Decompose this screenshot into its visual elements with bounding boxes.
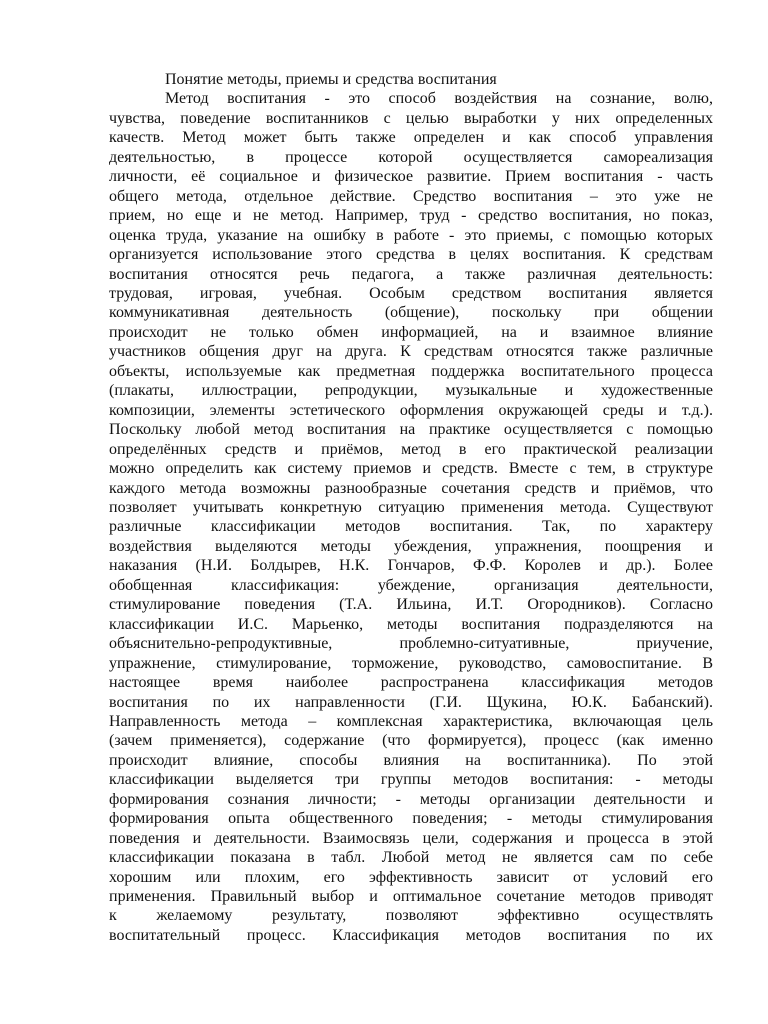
text-line: классификации И.С. Марьенко, методы воспитания подразделяются на: [109, 615, 713, 633]
text-line: трудовая, игровая, учебная. Особым средством воспитания является: [109, 284, 713, 302]
text-line: (плакаты, иллюстрации, репродукции, музыкальные и художественные: [109, 382, 713, 400]
text-line: воспитания по их направленности (Г.И. Щукина, Ю.К. Бабанский).: [109, 693, 713, 711]
text-line: личности, её социальное и физическое развитие. Прием воспитания - часть: [109, 168, 713, 186]
text-line: происходит влияние, способы влияния на воспитанника). По этой: [109, 751, 713, 769]
text-line: Поскольку любой метод воспитания на практике осуществляется с помощью: [109, 421, 713, 439]
text-line: чувства, поведение воспитанников с целью выработки у них определенных: [109, 109, 713, 127]
text-line: настоящее время наиболее распространена классификация методов: [109, 674, 713, 692]
text-line: Метод воспитания - это способ воздействия на сознание, волю,: [165, 90, 713, 108]
text-line: определённых средств и приёмов, метод в его практической реализации: [109, 440, 713, 458]
text-line: общего метода, отдельное действие. Средство воспитания – это уже не: [109, 187, 713, 205]
text-line: воздействия выделяются методы убеждения, упражнения, поощрения и: [109, 537, 713, 555]
text-line: прием, но еще и не метод. Например, труд - средство воспитания, но показ,: [109, 207, 713, 225]
text-line: формирования сознания личности; - методы организации деятельности и: [109, 790, 713, 808]
text-line: оценка труда, указание на ошибку в работе - это приемы, с помощью которых: [109, 226, 713, 244]
text-line: позволяет учитывать конкретную ситуацию применения метода. Существуют: [109, 498, 713, 516]
text-line: воспитательный процесс. Классификация методов воспитания по их: [109, 926, 713, 944]
text-line: применения. Правильный выбор и оптимальное сочетание методов приводят: [109, 888, 713, 906]
text-line: коммуникативная деятельность (общение), поскольку при общении: [109, 304, 713, 322]
text-line: качеств. Метод может быть также определен и как способ управления: [109, 129, 713, 147]
text-line: композиции, элементы эстетического оформления окружающей среды и т.д.).: [109, 401, 713, 419]
text-line: деятельностью, в процессе которой осуществляется самореализация: [109, 148, 713, 166]
document-page: [109, 70, 713, 945]
text-line: можно определить как систему приемов и средств. Вместе с тем, в структуре: [109, 460, 713, 478]
text-line: различные классификации методов воспитания. Так, по характеру: [109, 518, 713, 536]
text-line: классификации выделяется три группы методов воспитания: - методы: [109, 771, 713, 789]
text-line: организуется использование этого средства в целях воспитания. К средствам: [109, 246, 713, 264]
text-line: объекты, используемые как предметная поддержка воспитательного процесса: [109, 362, 713, 380]
text-line: к желаемому результату, позволяют эффективно осуществлять: [109, 907, 713, 925]
text-line: классификации показана в табл. Любой метод не является сам по себе: [109, 849, 713, 867]
text-line: объяснительно-репродуктивные, проблемно-ситуативные, приучение,: [109, 635, 713, 653]
text-line: Направленность метода – комплексная характеристика, включающая цель: [109, 712, 713, 730]
text-line: упражнение, стимулирование, торможение, руководство, самовоспитание. В: [109, 654, 713, 672]
document-body: [109, 89, 713, 945]
document-title: Понятие методы, приемы и средства воспитания: [165, 71, 497, 88]
text-line: участников общения друг на друга. К средствам относятся также различные: [109, 343, 713, 361]
text-line: воспитания относятся речь педагога, а также различная деятельность:: [109, 265, 713, 283]
text-line: каждого метода возможны разнообразные сочетания средств и приёмов, что: [109, 479, 713, 497]
text-line: происходит не только обмен информацией, на и взаимное влияние: [109, 323, 713, 341]
text-line: формирования опыта общественного поведения; - методы стимулирования: [109, 810, 713, 828]
text-line: поведения и деятельности. Взаимосвязь цели, содержания и процесса в этой: [109, 829, 713, 847]
text-line: (зачем применяется), содержание (что формируется), процесс (как именно: [109, 732, 713, 750]
text-line: хорошим или плохим, его эффективность зависит от условий его: [109, 868, 713, 886]
text-line: стимулирование поведения (Т.А. Ильина, И.Т. Огородников). Согласно: [109, 596, 713, 614]
text-line: обобщенная классификация: убеждение, организация деятельности,: [109, 576, 713, 594]
text-line: наказания (Н.И. Болдырев, Н.К. Гончаров, Ф.Ф. Королев и др.). Более: [109, 557, 713, 575]
